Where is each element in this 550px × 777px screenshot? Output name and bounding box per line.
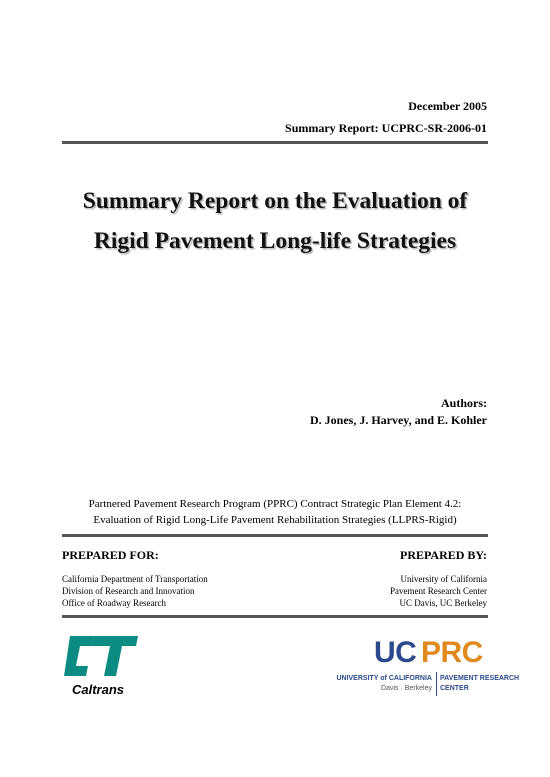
footer-rule bbox=[62, 615, 488, 618]
ucprc-center-line-1: PAVEMENT RESEARCH bbox=[440, 675, 520, 682]
caltrans-logo bbox=[64, 628, 144, 707]
prepared-by-heading: PREPARED BY: bbox=[399, 548, 487, 562]
ucprc-divider bbox=[436, 672, 437, 696]
ucprc-university: UNIVERSITY of CALIFORNIA bbox=[336, 675, 432, 682]
prepared-for-heading: PREPARED FOR: bbox=[62, 548, 159, 562]
caltrans-wordmark: Caltrans bbox=[72, 682, 125, 697]
program-line-2: Evaluation of Rigid Long-Life Pavement Rehabilitation Strategies (LLPRS-Rigid) bbox=[93, 514, 457, 526]
authors-label: Authors: bbox=[440, 396, 487, 410]
authors-names: D. Jones, J. Harvey, and E. Kohler bbox=[309, 413, 487, 427]
ucprc-prc: PRC bbox=[421, 636, 483, 669]
title-line-1: Summary Report on the Evaluation of bbox=[82, 188, 468, 214]
ucprc-uc: UC bbox=[374, 636, 417, 669]
prepared-for-line-2: Division of Research and Innovation bbox=[62, 586, 195, 596]
program-line-1: Partnered Pavement Research Program (PPRC) Contract Strategic Plan Element 4.2: bbox=[88, 498, 462, 510]
ucprc-logo bbox=[316, 636, 520, 702]
prepared-by-line-1: University of California bbox=[400, 574, 487, 584]
report-date: December 2005 bbox=[408, 99, 487, 113]
prepared-by-line-3: UC Davis, UC Berkeley bbox=[399, 598, 487, 608]
prepared-by-line-2: Pavement Research Center bbox=[390, 586, 487, 596]
ucprc-campuses: Davis · Berkeley bbox=[381, 685, 432, 692]
caltrans-logo-icon bbox=[64, 628, 144, 702]
ucprc-center-line-2: CENTER bbox=[440, 685, 469, 692]
header-rule bbox=[62, 141, 488, 144]
prepared-for-line-3: Office of Roadway Research bbox=[62, 598, 167, 608]
report-id: Summary Report: UCPRC-SR-2006-01 bbox=[285, 121, 487, 135]
program-rule bbox=[62, 534, 488, 537]
prepared-for-line-1: California Department of Transportation bbox=[62, 574, 208, 584]
title-line-2: Rigid Pavement Long-life Strategies bbox=[93, 228, 457, 254]
